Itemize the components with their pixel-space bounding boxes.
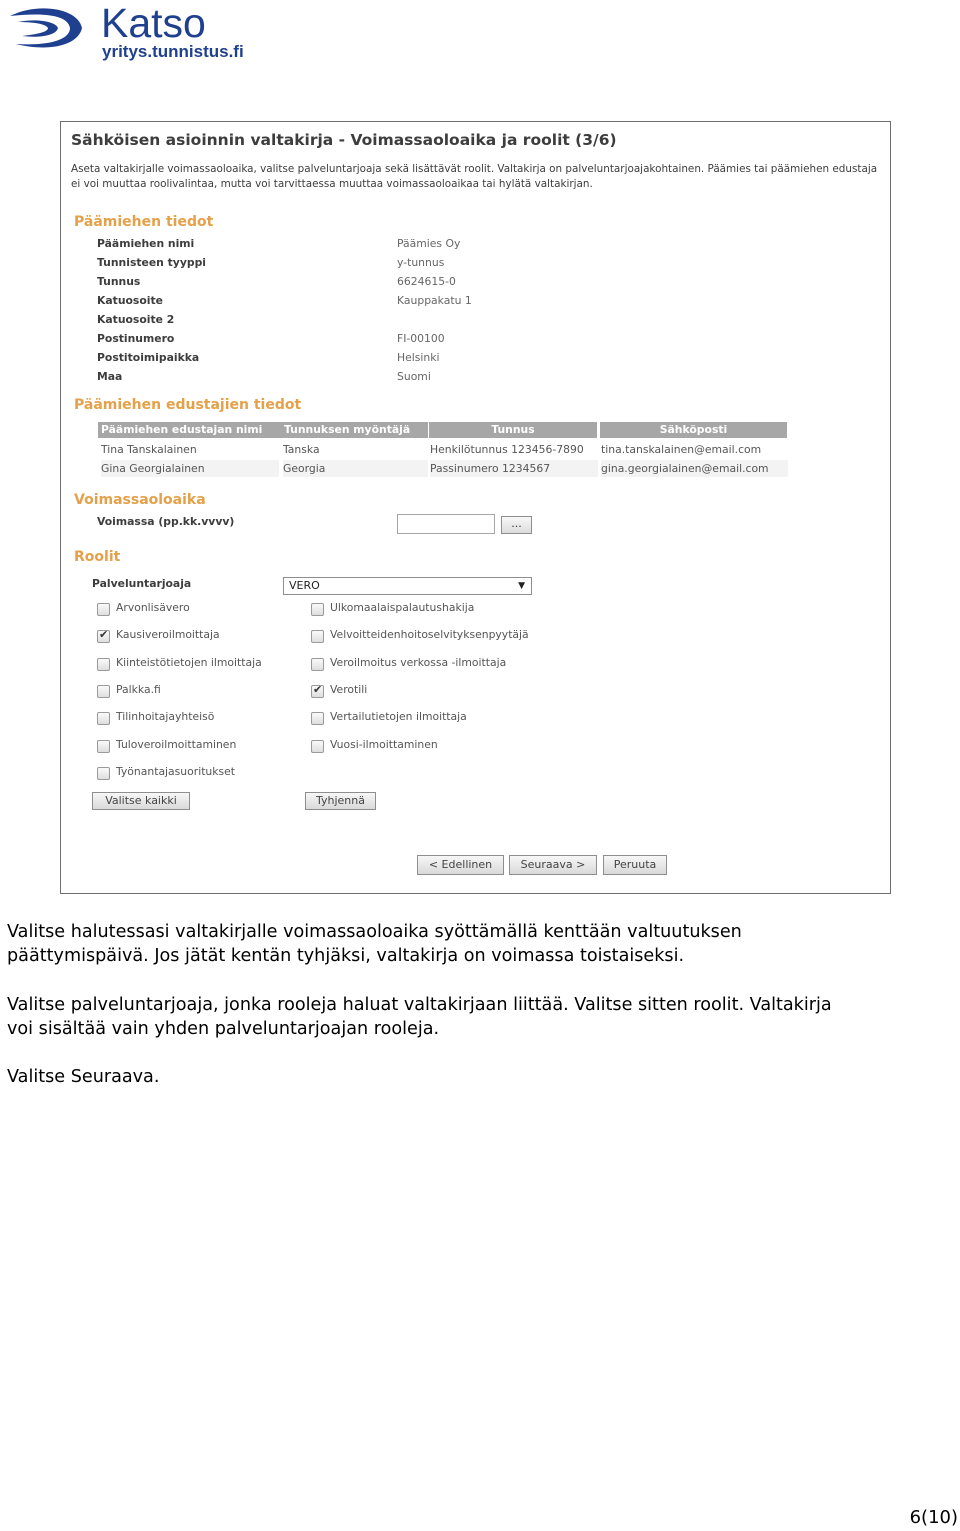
role-label[interactable]: Tuloveroilmoittaminen [116, 737, 237, 751]
checkmark-icon: ✔ [99, 628, 109, 642]
wizard-title: Sähköisen asioinnin valtakirja - Voimassaoloaika ja roolit (3/6) [71, 131, 617, 149]
role-label[interactable]: Velvoitteidenhoitoselvityksenpyytäjä [330, 628, 529, 642]
role-checkbox[interactable] [311, 658, 324, 671]
col-header-email: Sähköposti [600, 422, 787, 438]
role-checkbox[interactable] [97, 767, 110, 780]
role-checkbox[interactable] [97, 658, 110, 671]
cancel-button[interactable]: Peruuta [603, 855, 667, 875]
table-cell: Henkilötunnus 123456-7890 [430, 443, 584, 456]
table-cell: Passinumero 1234567 [430, 460, 598, 477]
wizard-screenshot [60, 121, 891, 894]
clear-button[interactable]: Tyhjennä [305, 792, 376, 810]
checkmark-icon: ✔ [313, 682, 323, 696]
paragraph-2-line-1: Valitse palveluntarjoaja, jonka rooleja haluat valtakirjaan liittää. Valitse sitten roolit. Valtakirja [7, 995, 832, 1015]
page-number: 6(10) [909, 1507, 958, 1528]
principal-field-value: FI-00100 [397, 332, 445, 345]
table-cell: Gina Georgialainen [101, 460, 279, 477]
role-label[interactable]: Ulkomaalaispalautushakija [330, 601, 475, 614]
paragraph-2-line-2: voi sisältää vain yhden palveluntarjoajan rooleja. [7, 1019, 440, 1039]
principal-field-label: Tunnisteen tyyppi [97, 256, 207, 269]
principal-field-value: Päämies Oy [397, 237, 461, 250]
role-checkbox[interactable] [97, 685, 110, 698]
katso-logo-mark-icon [8, 6, 98, 52]
role-checkbox[interactable] [97, 603, 110, 616]
role-label[interactable]: Verotili [330, 682, 368, 696]
col-header-name: Päämiehen edustajan nimi [98, 422, 282, 438]
principal-field-label: Postinumero [97, 332, 175, 345]
table-cell: Tina Tanskalainen [101, 443, 197, 456]
col-header-issuer: Tunnuksen myöntäjä [282, 422, 428, 438]
dropdown-arrow-icon: ▼ [518, 581, 525, 591]
logo-wordmark: Katso [101, 0, 206, 46]
role-label[interactable]: Vuosi-ilmoittaminen [330, 737, 438, 751]
principal-field-value: Suomi [397, 370, 431, 383]
validity-label: Voimassa (pp.kk.vvvv) [97, 515, 235, 528]
principal-field-label: Päämiehen nimi [97, 237, 195, 250]
role-label[interactable]: Palkka.fi [116, 682, 161, 696]
role-checkbox[interactable] [97, 630, 110, 643]
role-checkbox[interactable] [97, 740, 110, 753]
principal-field-label: Postitoimipaikka [97, 351, 200, 364]
section-representatives: Päämiehen edustajien tiedot [74, 397, 302, 413]
role-label[interactable]: Kausiveroilmoittaja [116, 628, 220, 642]
role-checkbox[interactable] [311, 603, 324, 616]
table-cell: Georgia [283, 460, 428, 477]
logo-subtitle: yritys.tunnistus.fi [102, 42, 244, 61]
validity-date-input[interactable] [397, 514, 495, 534]
wizard-intro: Aseta valtakirjalle voimassaoloaika, valitse palveluntarjoaja sekä lisättävät roolit. Valtakirja on palveluntarjoajakohtainen. Päämies tai päämiehen edustaja ei voi muuttaa roolivalintaa, mutta voi tarvittaessa muuttaa voimassaoloaikaa tai hylätä valtakirjan. [71, 163, 878, 190]
select-all-button[interactable]: Valitse kaikki [92, 792, 190, 810]
section-roles: Roolit [74, 549, 121, 565]
paragraph-1-line-1: Valitse halutessasi valtakirjalle voimassaoloaika syöttämällä kenttään valtuutuksen [7, 922, 742, 942]
role-checkbox[interactable] [311, 682, 324, 698]
table-cell: Tanska [283, 443, 320, 456]
col-header-id: Tunnus [429, 422, 597, 438]
previous-button[interactable]: < Edellinen [417, 855, 504, 875]
principal-field-label: Tunnus [97, 275, 141, 288]
principal-field-value: Helsinki [397, 351, 440, 364]
principal-field-value: 6624615-0 [397, 275, 456, 288]
principal-field-label: Katuosoite 2 [97, 313, 175, 326]
role-label[interactable]: Arvonlisävero [116, 601, 190, 614]
katso-logo [8, 2, 248, 64]
principal-field-label: Maa [97, 370, 123, 383]
principal-field-value: y-tunnus [397, 256, 445, 269]
date-picker-button[interactable]: ... [501, 516, 532, 534]
provider-label: Palveluntarjoaja [92, 577, 192, 590]
provider-select[interactable] [283, 577, 532, 595]
role-label[interactable]: Vertailutietojen ilmoittaja [330, 710, 467, 724]
role-label[interactable]: Veroilmoitus verkossa -ilmoittaja [330, 655, 507, 669]
section-principal: Päämiehen tiedot [74, 214, 214, 230]
paragraph-1-line-2: päättymispäivä. Jos jätät kentän tyhjäksi, valtakirja on voimassa toistaiseksi. [7, 946, 685, 966]
role-checkbox[interactable] [311, 740, 324, 753]
role-label[interactable]: Työnantajasuoritukset [116, 764, 236, 778]
paragraph-3: Valitse Seuraava. [7, 1067, 160, 1087]
role-checkbox[interactable] [311, 630, 324, 643]
provider-selected-value: VERO [289, 579, 320, 592]
role-label[interactable]: Tilinhoitajayhteisö [116, 710, 215, 724]
section-validity: Voimassaoloaika [74, 492, 206, 508]
role-label[interactable]: Kiinteistötietojen ilmoittaja [116, 655, 262, 669]
role-checkbox[interactable] [311, 712, 324, 725]
role-checkbox[interactable] [97, 712, 110, 725]
principal-field-label: Katuosoite [97, 294, 163, 307]
table-cell: tina.tanskalainen@email.com [601, 443, 762, 456]
table-cell: gina.georgialainen@email.com [601, 460, 788, 477]
next-button[interactable]: Seuraava > [509, 855, 597, 875]
principal-field-value: Kauppakatu 1 [397, 294, 472, 307]
